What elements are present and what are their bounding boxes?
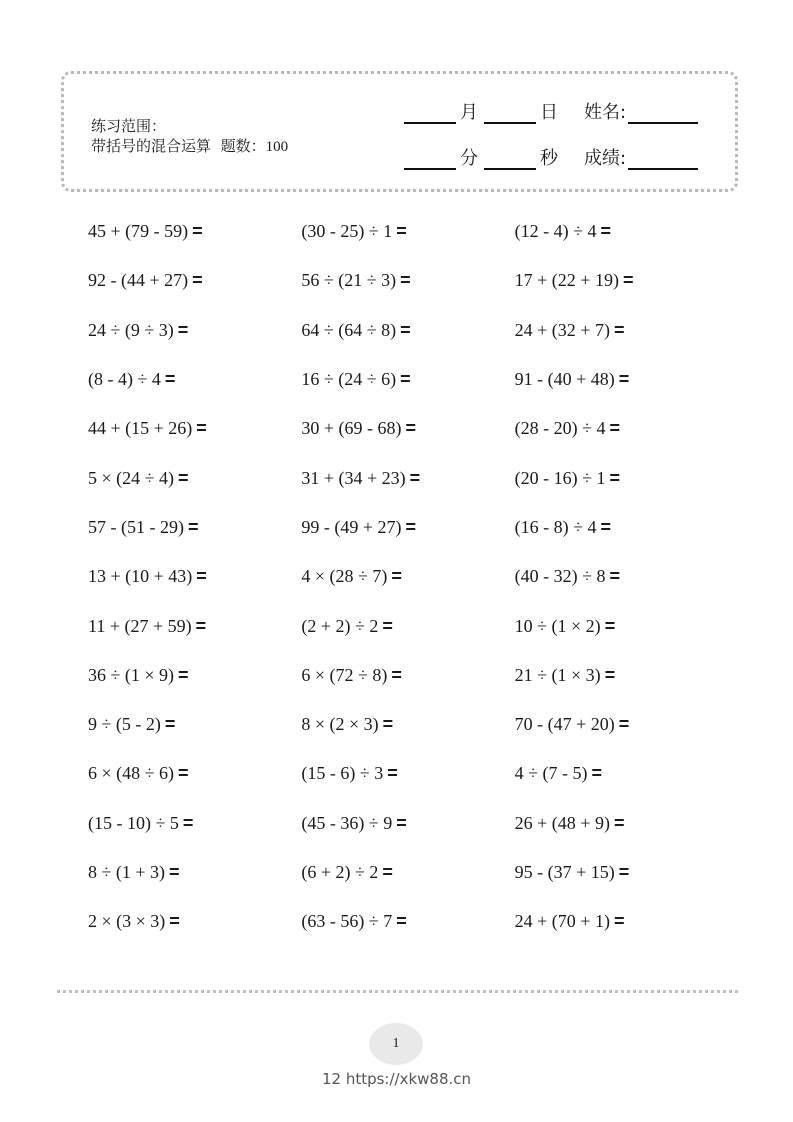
problem-item [301, 468, 514, 489]
problem-expression: 24 + (70 + 1) [514, 911, 610, 932]
problem-grid [88, 207, 728, 946]
problem-expression: 99 - (49 + 27) [301, 516, 402, 537]
day-blank[interactable] [484, 102, 536, 124]
problem-item [301, 320, 514, 341]
equals-sign: = [192, 221, 203, 242]
range-label: 练习范围： [91, 117, 167, 135]
problem-item [301, 911, 514, 932]
problem-item [88, 270, 301, 291]
equals-sign: = [618, 369, 630, 390]
problem-item [515, 911, 728, 932]
problem-item [301, 862, 514, 883]
problem-expression: 92 - (44 + 27) [88, 270, 189, 291]
problem-expression: 21 ÷ (1 × 3) [514, 664, 601, 685]
problem-item [515, 517, 728, 538]
problem-expression: (28 - 20) ÷ 4 [514, 418, 606, 439]
date-name-row [404, 98, 698, 124]
problem-item [515, 369, 728, 390]
problem-row [88, 848, 728, 897]
equals-sign: = [196, 418, 207, 439]
problem-item [515, 418, 728, 439]
score-label: 成绩: [584, 148, 627, 169]
equals-sign: = [600, 516, 612, 537]
equals-sign: = [382, 862, 393, 882]
problem-row [88, 749, 728, 798]
dotted-divider [57, 990, 738, 993]
problem-item [301, 517, 514, 538]
equals-sign: = [613, 812, 625, 833]
equals-sign: = [405, 516, 416, 537]
problem-item [301, 763, 514, 784]
problem-expression: (40 - 32) ÷ 8 [514, 566, 606, 587]
equals-sign: = [178, 763, 189, 784]
problem-item [301, 813, 514, 834]
problem-item [515, 270, 728, 291]
equals-sign: = [195, 615, 207, 636]
equals-sign: = [382, 714, 394, 735]
problem-expression: 13 + (10 + 43) [88, 566, 193, 587]
problem-item [515, 665, 728, 686]
name-blank[interactable] [628, 102, 698, 124]
problem-expression: 91 - (40 + 48) [514, 369, 615, 390]
problem-expression: 8 ÷ (1 + 3) [88, 862, 166, 882]
problem-item [515, 320, 728, 341]
problem-row [88, 651, 728, 700]
problem-expression: 45 + (79 - 59) [88, 221, 189, 242]
problem-expression: (12 - 4) ÷ 4 [514, 221, 597, 242]
second-blank[interactable] [484, 148, 536, 170]
equals-sign: = [409, 467, 421, 488]
problem-expression: 44 + (15 + 26) [88, 418, 193, 439]
problem-expression: 16 ÷ (24 ÷ 6) [301, 369, 397, 390]
page-number: 1 [392, 1036, 400, 1051]
problem-item [301, 221, 514, 242]
problem-expression: 10 ÷ (1 × 2) [514, 615, 601, 636]
count-label: 题数： [220, 137, 266, 155]
equals-sign: = [177, 319, 189, 340]
problem-expression: (15 - 6) ÷ 3 [301, 763, 384, 784]
problem-item [88, 566, 301, 587]
problem-row [88, 601, 728, 650]
problem-item [301, 665, 514, 686]
problem-item [301, 270, 514, 291]
problem-item [515, 813, 728, 834]
problem-item [515, 616, 728, 637]
equals-sign: = [382, 615, 393, 636]
equals-sign: = [622, 270, 634, 291]
minute-label: 分 [460, 148, 478, 169]
page-number-badge [369, 1023, 423, 1065]
problem-expression: 57 - (51 - 29) [88, 516, 184, 537]
problem-expression: 17 + (22 + 19) [514, 270, 619, 291]
problem-expression: 24 ÷ (9 ÷ 3) [88, 319, 174, 340]
equals-sign: = [613, 911, 625, 932]
equals-sign: = [391, 566, 402, 587]
problem-expression: 26 + (48 + 9) [514, 812, 610, 833]
problem-item [88, 418, 301, 439]
problem-item [515, 566, 728, 587]
name-label: 姓名: [584, 102, 627, 123]
equals-sign: = [400, 369, 411, 390]
problem-item [515, 468, 728, 489]
equals-sign: = [400, 270, 411, 291]
problem-row [88, 503, 728, 552]
equals-sign: = [618, 714, 630, 735]
problem-expression: (20 - 16) ÷ 1 [514, 467, 606, 488]
equals-sign: = [609, 467, 621, 488]
problem-expression: 6 × (48 ÷ 6) [88, 763, 175, 784]
equals-sign: = [164, 714, 176, 735]
problem-expression: (2 + 2) ÷ 2 [301, 615, 379, 636]
equals-sign: = [405, 418, 416, 439]
equals-sign: = [178, 467, 189, 488]
problem-item [88, 862, 301, 883]
problem-expression: (15 - 10) ÷ 5 [88, 812, 179, 833]
equals-sign: = [196, 566, 207, 587]
problem-expression: 4 ÷ (7 - 5) [514, 763, 588, 784]
equals-sign: = [396, 812, 407, 833]
second-label: 秒 [540, 148, 558, 169]
problem-expression: 11 + (27 + 59) [88, 615, 192, 636]
minute-blank[interactable] [404, 148, 456, 170]
month-label: 月 [460, 102, 478, 123]
problem-item [301, 566, 514, 587]
problem-expression: 64 ÷ (64 ÷ 8) [301, 319, 397, 340]
problem-item [88, 320, 301, 341]
day-label: 日 [540, 102, 558, 123]
equals-sign: = [618, 862, 630, 882]
problem-item [88, 369, 301, 390]
equals-sign: = [169, 911, 180, 932]
equals-sign: = [613, 319, 625, 340]
problem-row [88, 404, 728, 453]
problem-expression: 8 × (2 × 3) [301, 714, 379, 735]
problem-expression: (30 - 25) ÷ 1 [301, 221, 393, 242]
problem-row [88, 256, 728, 305]
problem-item [88, 763, 301, 784]
problem-expression: (8 - 4) ÷ 4 [88, 369, 161, 390]
equals-sign: = [182, 812, 194, 833]
problem-row [88, 306, 728, 355]
problem-expression: 4 × (28 ÷ 7) [301, 566, 388, 587]
problem-item [515, 763, 728, 784]
problem-item [88, 616, 301, 637]
problem-expression: 6 × (72 ÷ 8) [301, 664, 388, 685]
problem-expression: 24 + (32 + 7) [514, 319, 610, 340]
equals-sign: = [187, 516, 199, 537]
problem-item [515, 221, 728, 242]
equals-sign: = [591, 763, 603, 784]
equals-sign: = [400, 319, 411, 340]
score-blank[interactable] [628, 148, 698, 170]
problem-row [88, 552, 728, 601]
problem-item [301, 418, 514, 439]
problem-item [88, 911, 301, 932]
problem-expression: (45 - 36) ÷ 9 [301, 812, 393, 833]
problem-item [301, 616, 514, 637]
info-fields [404, 98, 698, 190]
problem-expression: 9 ÷ (5 - 2) [88, 714, 161, 735]
problem-row [88, 355, 728, 404]
equals-sign: = [604, 664, 616, 685]
topic: 带括号的混合运算 [91, 137, 212, 155]
problem-item [88, 665, 301, 686]
equals-sign: = [609, 566, 621, 587]
problem-item [515, 714, 728, 735]
problem-item [301, 714, 514, 735]
problem-expression: 95 - (37 + 15) [514, 862, 615, 882]
problem-item [301, 369, 514, 390]
problem-expression: (16 - 8) ÷ 4 [514, 516, 597, 537]
equals-sign: = [192, 270, 203, 291]
equals-sign: = [387, 763, 398, 784]
problem-item [88, 221, 301, 242]
problem-row [88, 700, 728, 749]
count-value: 100 [265, 139, 289, 155]
problem-expression: 36 ÷ (1 × 9) [88, 664, 175, 685]
problem-item [515, 862, 728, 883]
topic-line [91, 136, 288, 157]
equals-sign: = [178, 664, 189, 685]
problem-item [88, 468, 301, 489]
problem-expression: (6 + 2) ÷ 2 [301, 862, 379, 882]
equals-sign: = [169, 862, 180, 882]
practice-range [91, 116, 288, 157]
problem-row [88, 207, 728, 256]
worksheet-header [61, 71, 738, 192]
problem-expression: 31 + (34 + 23) [301, 467, 406, 488]
problem-item [88, 517, 301, 538]
problem-expression: 56 ÷ (21 ÷ 3) [301, 270, 397, 291]
problem-expression: 2 × (3 × 3) [88, 911, 166, 932]
problem-row [88, 453, 728, 502]
equals-sign: = [396, 911, 407, 932]
problem-row [88, 897, 728, 946]
month-blank[interactable] [404, 102, 456, 124]
problem-item [88, 813, 301, 834]
equals-sign: = [164, 369, 176, 390]
problem-expression: (63 - 56) ÷ 7 [301, 911, 393, 932]
problem-expression: 5 × (24 ÷ 4) [88, 467, 175, 488]
problem-expression: 70 - (47 + 20) [514, 714, 615, 735]
watermark: 12 https://xkw88.cn [321, 1070, 472, 1088]
equals-sign: = [396, 221, 407, 242]
equals-sign: = [600, 221, 612, 242]
equals-sign: = [391, 664, 402, 685]
equals-sign: = [604, 615, 616, 636]
problem-row [88, 799, 728, 848]
equals-sign: = [609, 418, 621, 439]
time-score-row [404, 144, 698, 170]
problem-item [88, 714, 301, 735]
problem-expression: 30 + (69 - 68) [301, 418, 402, 439]
